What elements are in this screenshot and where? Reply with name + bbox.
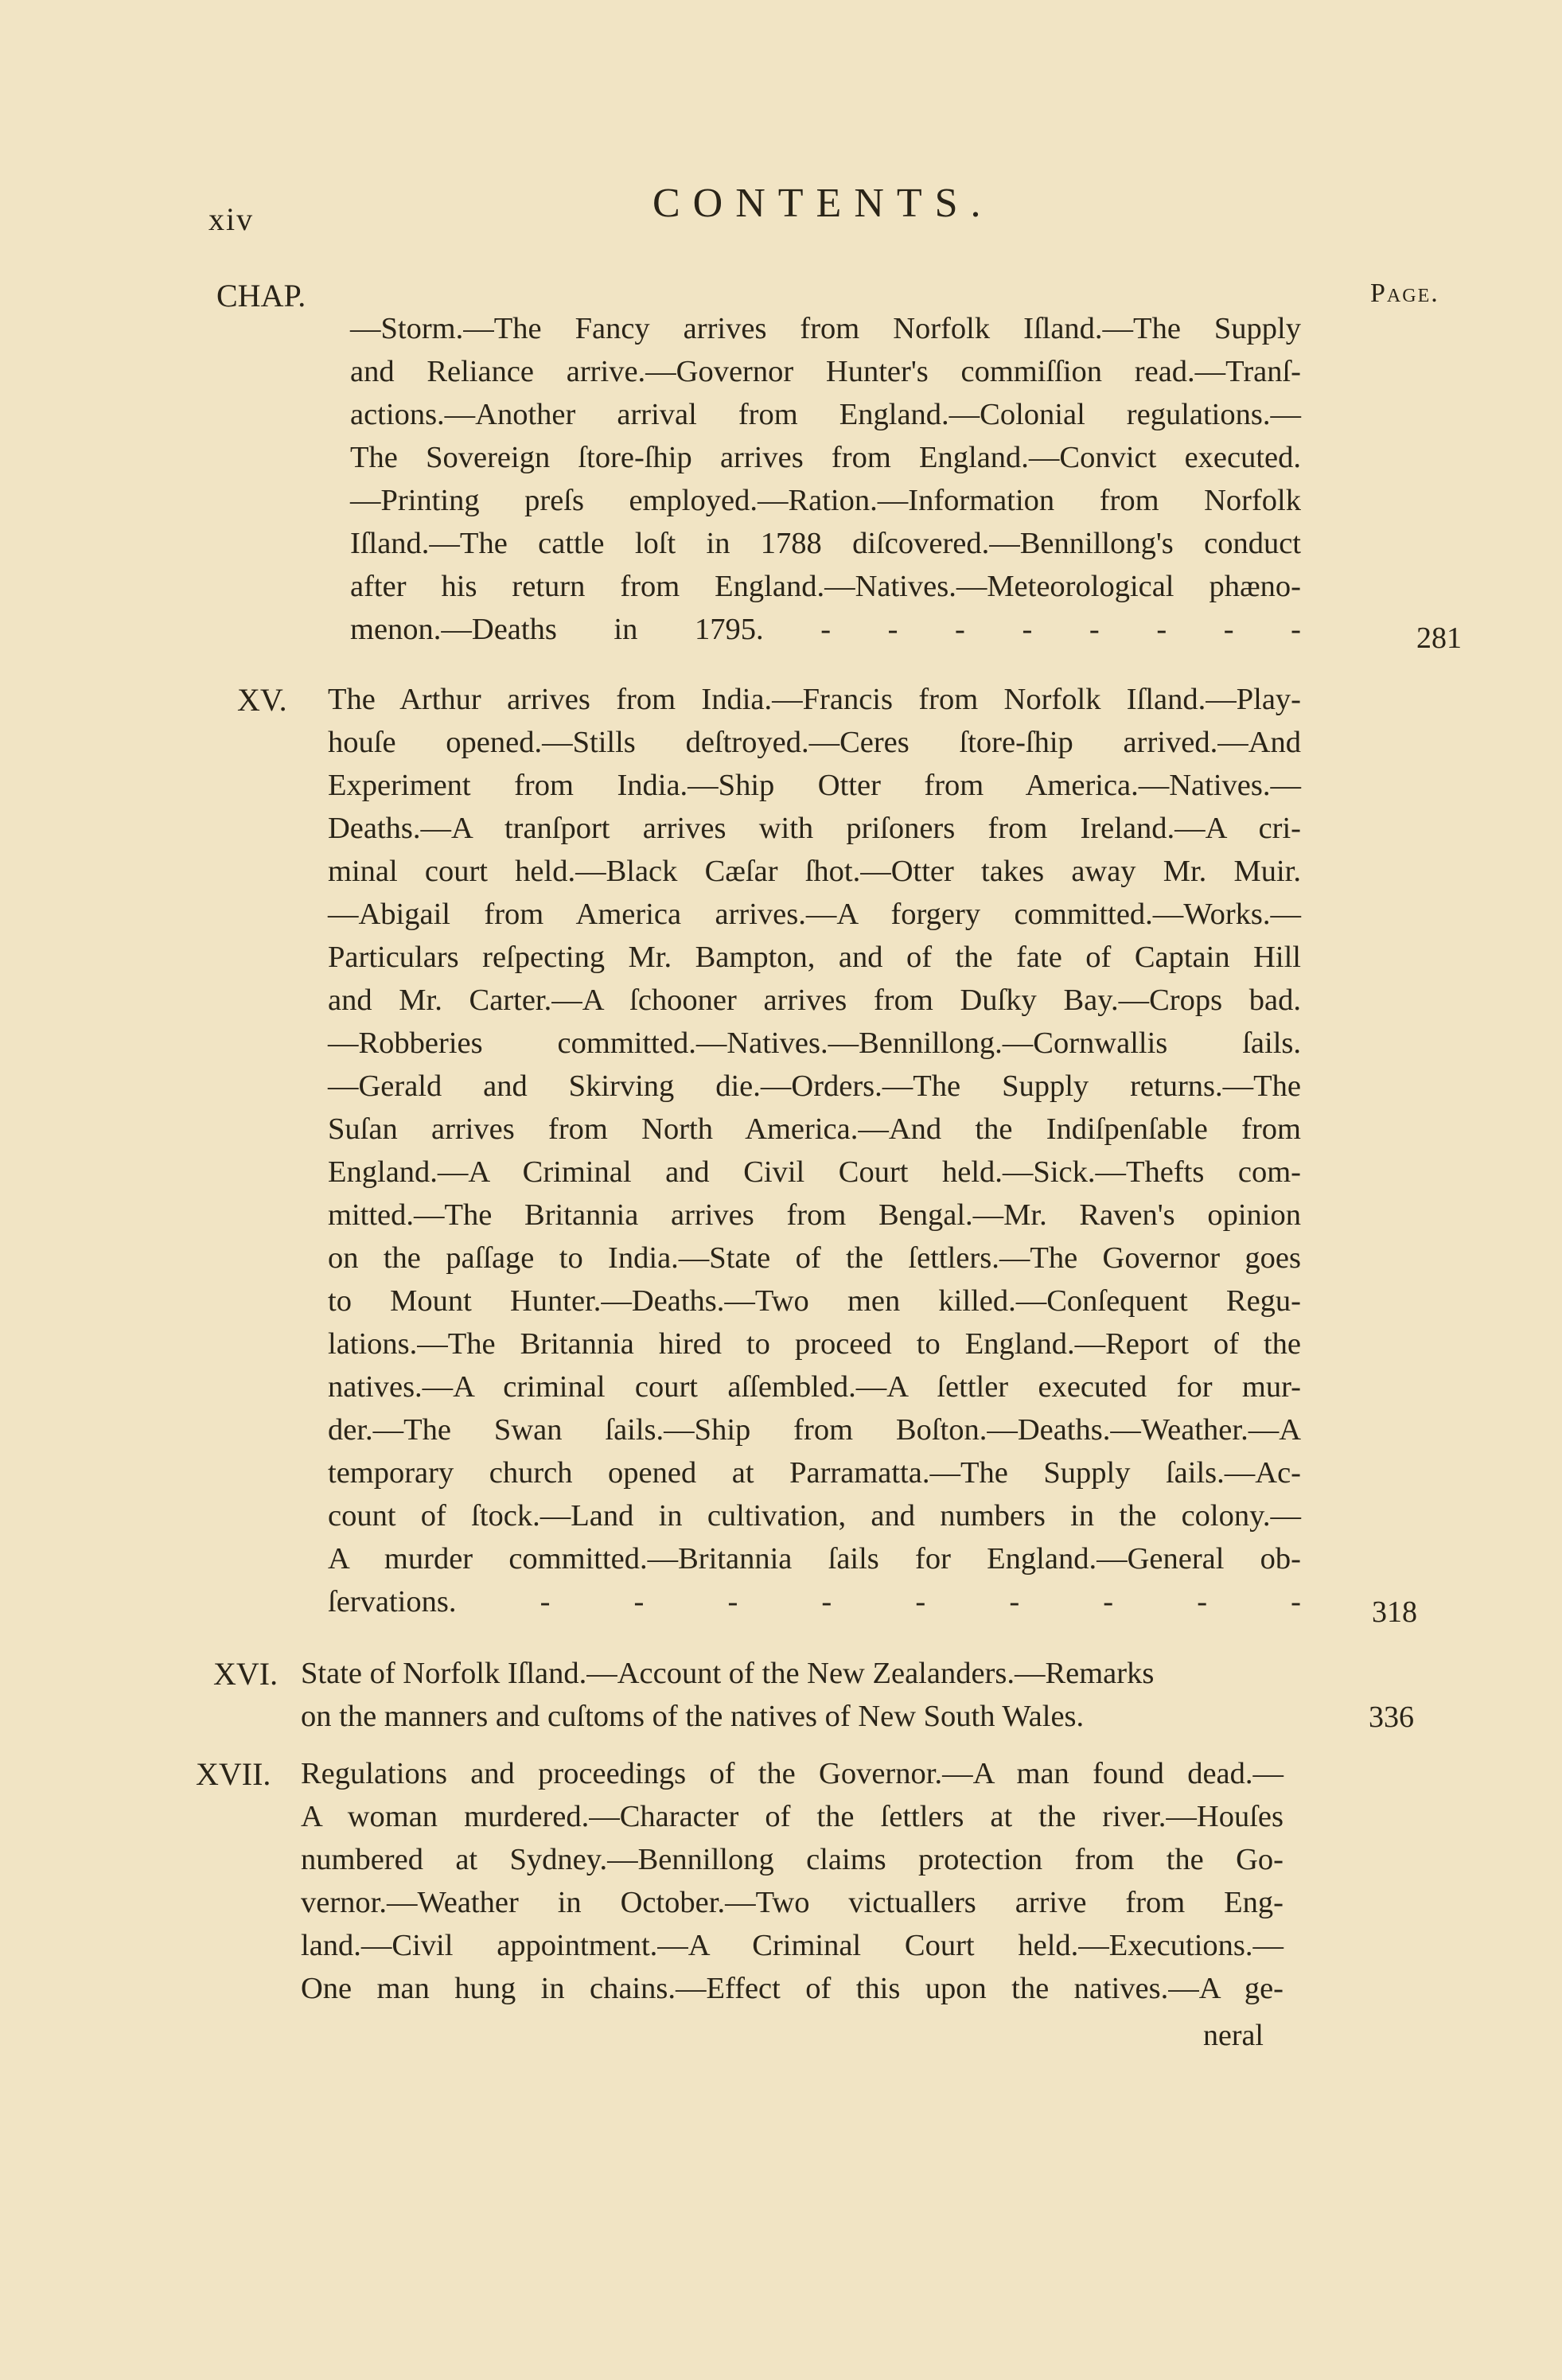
summary-line: Iſland.—The cattle loſt in 1788 diſcovered.—Bennillong's conduct <box>350 527 1301 560</box>
summary-line: numbered at Sydney.—Bennillong claims protection from the Go- <box>301 1843 1283 1876</box>
chap-column-label: CHAP. <box>216 278 306 314</box>
summary-line: and Reliance arrive.—Governor Hunter's commiſſion read.—Tranſ- <box>350 355 1301 388</box>
summary-line: on the paſſage to India.—State of the ſettlers.—The Governor goes <box>328 1241 1301 1275</box>
summary-line: Suſan arrives from North America.—And the Indiſpenſable from <box>328 1112 1301 1146</box>
summary-line: mitted.—The Britannia arrives from Bengal.—Mr. Raven's opinion <box>328 1198 1301 1232</box>
summary-line: temporary church opened at Parramatta.—The Supply ſails.—Ac- <box>328 1456 1301 1490</box>
summary-line: and Mr. Carter.—A ſchooner arrives from Duſky Bay.—Crops bad. <box>328 984 1301 1017</box>
summary-line: ſervations. - - - - - - - - - <box>328 1585 1301 1618</box>
summary-line: Regulations and proceedings of the Governor.—A man found dead.— <box>301 1757 1283 1790</box>
entry-summary <box>301 1652 1283 1738</box>
summary-line: der.—The Swan ſails.—Ship from Boſton.—Deaths.—Weather.—A <box>328 1413 1301 1447</box>
summary-line: Experiment from India.—Ship Otter from America.—Natives.— <box>328 769 1301 802</box>
summary-line: —Printing preſs employed.—Ration.—Information from Norfolk <box>350 484 1301 517</box>
summary-line: lations.—The Britannia hired to proceed to England.—Report of the <box>328 1327 1301 1361</box>
chapter-numeral: XVI. <box>213 1656 279 1692</box>
summary-line: The Arthur arrives from India.—Francis from Norfolk Iſland.—Play- <box>328 683 1301 716</box>
summary-line: houſe opened.—Stills deſtroyed.—Ceres ſtore-ſhip arrived.—And <box>328 726 1301 759</box>
summary-line: count of ſtock.—Land in cultivation, and numbers in the colony.— <box>328 1499 1301 1533</box>
summary-line: —Abigail from America arrives.—A forgery committed.—Works.— <box>328 898 1301 931</box>
page-reference: 318 <box>1372 1595 1417 1629</box>
summary-line: on the manners and cuſtoms of the natives of New South Wales. <box>301 1700 1085 1733</box>
page-column-label: Page. <box>1370 279 1439 308</box>
summary-line: —Storm.—The Fancy arrives from Norfolk Iſland.—The Supply <box>350 312 1301 345</box>
summary-line: The Sovereign ſtore-ſhip arrives from England.—Convict executed. <box>350 441 1301 474</box>
summary-line: One man hung in chains.—Effect of this upon the natives.—A ge- <box>301 1972 1283 2005</box>
summary-line: actions.—Another arrival from England.—Colonial regulations.— <box>350 398 1301 431</box>
summary-line: menon.—Deaths in 1795. - - - - - - - - <box>350 613 1301 646</box>
page-reference: 336 <box>1369 1700 1414 1734</box>
summary-line: England.—A Criminal and Civil Court held.—Sick.—Thefts com- <box>328 1155 1301 1189</box>
summary-line: Deaths.—A tranſport arrives with priſoners from Ireland.—A cri- <box>328 812 1301 845</box>
summary-line: Particulars reſpecting Mr. Bampton, and of the fate of Captain Hill <box>328 941 1301 974</box>
summary-line: vernor.—Weather in October.—Two victuallers arrive from Eng- <box>301 1886 1283 1919</box>
summary-line: natives.—A criminal court aſſembled.—A ſettler executed for mur- <box>328 1370 1301 1404</box>
entry-summary <box>301 1752 1283 2010</box>
summary-line: A murder committed.—Britannia ſails for England.—General ob- <box>328 1542 1301 1576</box>
summary-line: State of Norfolk Iſland.—Account of the New Zealanders.—Remarks <box>301 1657 1155 1690</box>
entry-summary <box>350 307 1301 651</box>
running-title: CONTENTS. <box>652 181 994 226</box>
summary-line: minal court held.—Black Cæſar ſhot.—Otter takes away Mr. Muir. <box>328 855 1301 888</box>
catchword: neral <box>1203 2019 1264 2052</box>
chapter-numeral: XV. <box>237 682 287 718</box>
chapter-numeral: XVII. <box>196 1756 271 1792</box>
summary-line: —Gerald and Skirving die.—Orders.—The Supply returns.—The <box>328 1069 1301 1103</box>
entry-summary <box>328 678 1301 1623</box>
summary-line: after his return from England.—Natives.—Meteorological phæno- <box>350 570 1301 603</box>
summary-line: land.—Civil appointment.—A Criminal Court held.—Executions.— <box>301 1929 1283 1962</box>
page-number: xiv <box>208 201 255 237</box>
summary-line: to Mount Hunter.—Deaths.—Two men killed.—Conſequent Regu- <box>328 1284 1301 1318</box>
summary-line: —Robberies committed.—Natives.—Bennillong.—Cornwallis ſails. <box>328 1026 1301 1060</box>
summary-line: A woman murdered.—Character of the ſettlers at the river.—Houſes <box>301 1800 1283 1833</box>
page-reference: 281 <box>1416 621 1462 655</box>
